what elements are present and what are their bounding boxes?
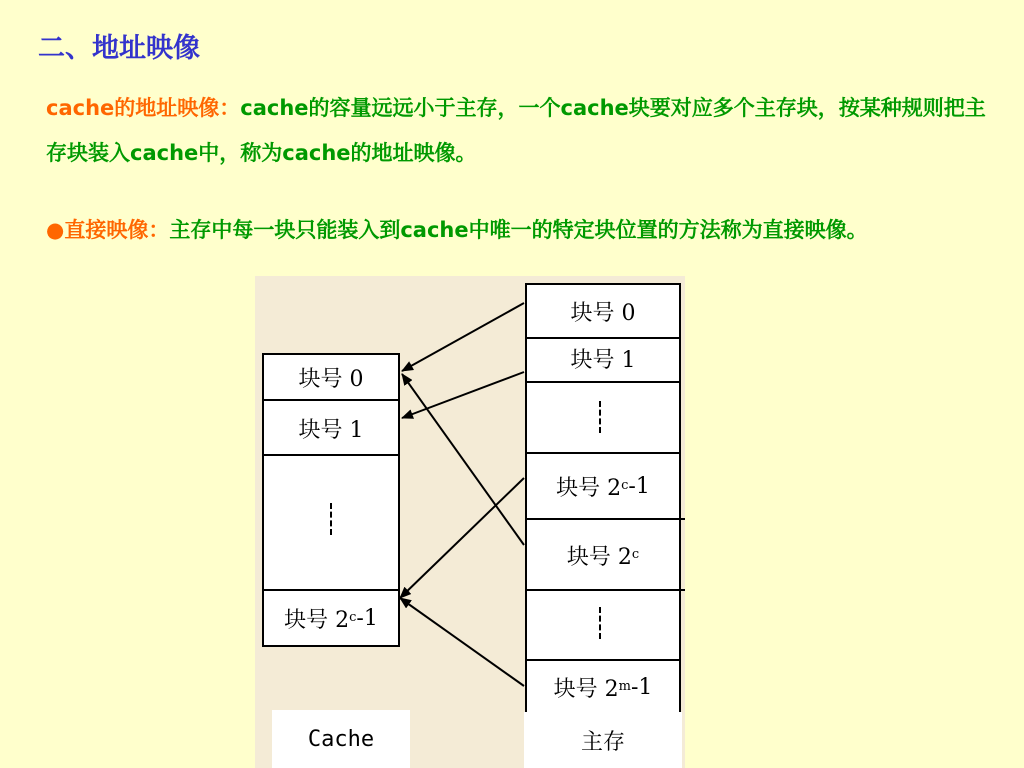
memory-caption: 主存 — [524, 712, 682, 768]
arrow-mem2c-to-cache0 — [402, 374, 524, 545]
arrow-mem0-to-cache0 — [402, 303, 524, 371]
section-heading: 二、地址映像 — [38, 33, 200, 64]
address-mapping-term: cache的地址映像： — [46, 96, 241, 120]
memory-block-0: 块号 0 — [570, 300, 636, 326]
arrow-mem1-to-cache1 — [402, 372, 524, 418]
memory-block-1: 块号 1 — [570, 347, 636, 373]
cache-caption: Cache — [272, 710, 410, 768]
direct-mapping-text: 主存中每一块只能装入到cache中唯一的特定块位置的方法称为直接映像。 — [169, 218, 868, 242]
direct-mapping-term: ●直接映像： — [46, 218, 170, 242]
cache-block-1: 块号 1 — [298, 417, 364, 443]
arrow-mem2m1-to-cachelast — [400, 598, 524, 686]
address-mapping-text: cache的容量远远小于主存，一个cache块要对应多个主存块，按某种规则把主存块装入cache中，称为cache的地址映像。 — [46, 96, 986, 165]
cache-block-0: 块号 0 — [298, 366, 364, 392]
cache-block-last: 块号 2 c -1 — [284, 605, 378, 633]
memory-block-2m-minus-1: 块号 2 m -1 — [553, 674, 653, 702]
memory-block-2c-minus-1: 块号 2 c -1 — [556, 473, 650, 501]
arrow-mem2c1-to-cachelast — [400, 478, 524, 598]
memory-block-2c: 块号 2 c — [566, 544, 640, 570]
